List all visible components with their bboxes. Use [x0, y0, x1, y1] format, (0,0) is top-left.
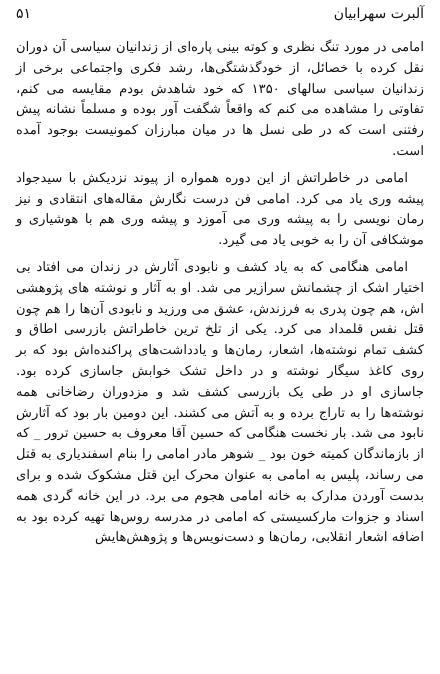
running-title: آلبرت سهرابیان — [333, 6, 424, 22]
page-number: ۵۱ — [16, 6, 32, 22]
page-header — [16, 6, 424, 36]
paragraph: امامی هنگامی که به یاد کشف و نابودی آثارش در زندان می افتاد بی اختیار اشک از چشمانش سرازیر می شد. او به آثار و نوشته های پژوهشی اش، هم چون پدری به فرزندش، عشق می ورزید و نابودی آن‌ها را هم چون قتل نفس قلمداد می کرد. یکی از تلخ ترین خاطراتش بازرسی اطاق و کشف تمام نوشته‌ها، اشعار، رمان‌ها و یادداشت‌های پراکنده‌اش بود که بر روی کاغذ سیگار نوشته و در داخل تشک خوابش جاسازی کرده بود. جاسازی او در طی یک بازرسی کشف شد و مزدوران رضاخانی همه نوشته‌ها را به تاراج برده و به آتش می کشند. این دومین بار بود که آثارش نابود می شد. بار نخست هنگامی که حسین آقا معروف به حسین ترور _ که از بازماندگان کمیته خون بود _ شوهر مادر امامی را بنام اسفندیاری به قتل می رساند، پلیس به امامی به عنوان محرک این قتل مشکوک شده و برای بدست آوردن مدارک به خانه امامی هجوم می برد. در این خانه گردی همه اسناد و جزوات مارکسیستی که امامی در مدرسه روس‌ها تهیه کرده بود به اضافه اشعار انقلابی، رمان‌ها و دست‌نویس‌ها و پژوهش‌هایش — [16, 259, 424, 546]
page-body — [16, 38, 424, 549]
paragraph: امامی در مورد تنگ نظری و کوته بینی پاره‌ای از زندانیان سیاسی آن دوران نقل کرده با خصائل، از خودگذشتگی‌ها، رشد فکری واجتماعی برخی از زندانیان سیاسی سالهای ۱۳۵۰ که خود شاهدش بودم مقایسه می کنم، تفاوتی را مشاهده می کنم که واقعاً شگفت آور بوده و مسلماً نشانه پیش رفتنی است که در طی نسل ها در میان مبارزان کمونیست بوجود آمده است. — [16, 40, 424, 159]
paragraph: امامی در خاطراتش از این دوره همواره از پیوند نزدیکش با سیدجواد پیشه وری یاد می کرد. امامی فن درست نگارش مقاله‌های انتقادی و نیز رمان نویسی را به پیشه وری می آموزد و پیشه وری هم با هوشیاری و موشکافی آن را به خوبی یاد می گیرد. — [16, 170, 424, 249]
